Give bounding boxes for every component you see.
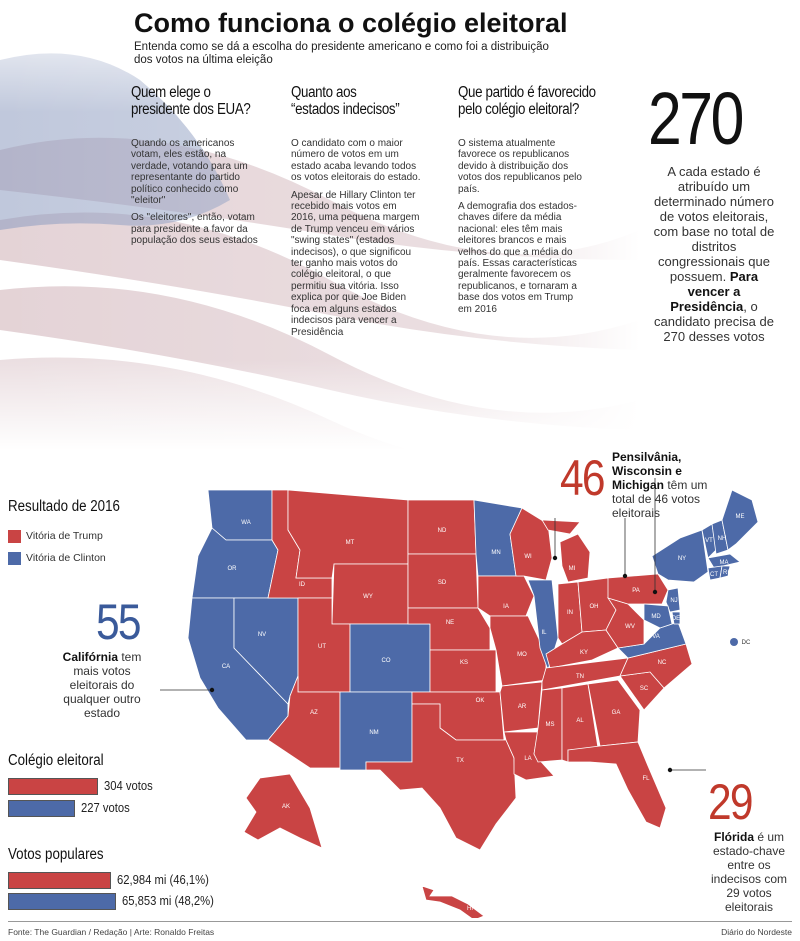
page-title: Como funciona o colégio eleitoral (134, 8, 568, 38)
electoral-title: Colégio eleitoral (8, 752, 104, 769)
footer-outlet: Diário do Nordeste (721, 927, 792, 937)
state-label-ak: AK (281, 804, 291, 810)
state-label-in: IN (567, 610, 573, 616)
state-label-nh: NH (717, 536, 727, 542)
popular-label-clinton: 65,853 mi (48,2%) (122, 894, 214, 908)
state-label-tx: TX (456, 758, 464, 764)
state-label-oh: OH (589, 604, 599, 610)
state-label-ne: NE (445, 620, 455, 626)
state-label-ny: NY (677, 556, 687, 562)
state-label-id: ID (299, 582, 305, 588)
state-label-sc: SC (639, 686, 649, 692)
state-fl (568, 742, 666, 828)
state-label-de: DE (671, 616, 681, 622)
state-label-vt: VT (705, 538, 713, 544)
state-label-me: ME (735, 514, 745, 520)
state-dc-marker (730, 638, 738, 646)
pennsylvania-marker (653, 590, 657, 594)
footer-credits: Fonte: The Guardian / Redação | Arte: Ronaldo Freitas (8, 927, 215, 937)
popular-title: Votos populares (8, 846, 104, 863)
state-label-nc: NC (657, 660, 667, 666)
page-subtitle: Entenda como se dá a escolha do presidente americano e como foi a distribuição dos votos na última eleição (134, 41, 549, 66)
state-nd (408, 500, 476, 554)
column-body: Quando os americanos votam, eles estão, na verdade, votando para um representante do partido político conhecido como "eleitor" Os "eleitores", então, votam para presidente a favor da população dos seus estados (131, 138, 258, 247)
state-label-ga: GA (611, 710, 621, 716)
michigan-marker (623, 574, 627, 578)
threshold-number: 270 (648, 77, 742, 160)
state-label-sd: SD (437, 580, 447, 586)
state-label-pa: PA (632, 588, 640, 594)
florida-number: 29 (708, 774, 752, 830)
state-label-ut: UT (318, 644, 326, 650)
midwest-number: 46 (560, 450, 604, 506)
state-label-co: CO (381, 658, 391, 664)
column-body: O sistema atualmente favorece os republicanos devido à distribuição dos votos dos republicanos pelo país. A demografia dos estados-chaves difere da média nacional: eles têm mais eleitores brancos e mais velhos do que a média do país. Essas características geralmente favorecem os republicanos, e tornaram a base dos votos em Trump em 2016 (458, 138, 582, 315)
column-swing-states (291, 84, 481, 344)
threshold-text: A cada estado é atribuído um determinado número de votos eleitorais, com base no total de distritos congressionais que possuem. Para vencer a Presidência, o candidato precisa de 270 desses votos (653, 164, 775, 344)
state-label-ma: MA (719, 560, 729, 566)
popular-bar-clinton (8, 893, 116, 910)
state-hi (422, 886, 484, 918)
legend-label-trump: Vitória de Trump (26, 530, 103, 542)
state-label-nm: NM (369, 730, 379, 736)
state-label-mo: MO (517, 652, 527, 658)
state-ks (430, 650, 496, 692)
california-number: 55 (96, 594, 140, 650)
state-label-la: LA (524, 756, 532, 762)
state-label-nj: NJ (670, 598, 678, 604)
california-marker (210, 688, 214, 692)
florida-note: Flórida é um estado-chave entre os indecisos com 29 votos eleitorais (710, 830, 788, 914)
state-ia (478, 576, 534, 616)
state-label-dc: DC (741, 640, 751, 646)
state-ak (244, 774, 322, 848)
state-label-ri: RI (723, 570, 729, 576)
column-heading: Quem elege o presidente dos EUA? (131, 84, 251, 118)
state-label-fl: FL (642, 776, 650, 782)
state-label-ar: AR (517, 704, 527, 710)
state-label-hi: HI (467, 906, 473, 912)
state-label-al: AL (576, 718, 584, 724)
column-heading: Quanto aos “estados indecisos” (291, 84, 400, 118)
state-label-wi: WI (524, 554, 532, 560)
state-label-ct: CT (710, 572, 718, 578)
state-label-ks: KS (459, 660, 469, 666)
electoral-label-clinton: 227 votos (81, 801, 130, 815)
state-me (722, 490, 758, 550)
legend-swatch-clinton (8, 552, 21, 565)
state-label-az: AZ (310, 710, 318, 716)
midwest-note: Pensilvânia, Wisconsin e Michigan têm um total de 46 votos eleitorais (612, 450, 708, 520)
popular-bar-trump (8, 872, 111, 889)
state-label-wa: WA (241, 520, 251, 526)
state-label-mt: MT (345, 540, 355, 546)
electoral-bar-trump (8, 778, 98, 795)
state-label-ca: CA (221, 664, 231, 670)
state-label-or: OR (227, 566, 237, 572)
state-label-nv: NV (257, 632, 267, 638)
state-label-md: MD (651, 614, 661, 620)
footer-divider (8, 921, 792, 922)
column-body: O candidato com o maior número de votos em um estado acaba levando todos os votos eleitorais do estado. Apesar de Hillary Clinton ter recebido mais votos em 2016, uma pequena margem de Trump venceu em vários "swing states" (estados indecisos), o que significou ter ganho mais votos do colégio eleitoral, o que permitiu sua vitória. Isso explica por que Joe Biden foca em alguns estados indecisos para vencer a Presidência (291, 138, 421, 338)
legend-title: Resultado de 2016 (8, 498, 120, 515)
state-label-va: VA (652, 634, 660, 640)
us-electoral-map (150, 478, 770, 918)
state-label-wv: WV (625, 624, 635, 630)
state-label-tn: TN (576, 674, 584, 680)
state-label-ky: KY (579, 650, 589, 656)
state-label-ok: OK (475, 698, 485, 704)
california-note: Califórnia tem mais votos eleitorais do qualquer outro estado (62, 650, 142, 720)
state-label-ms: MS (545, 722, 555, 728)
popular-label-trump: 62,984 mi (46,1%) (117, 873, 210, 887)
florida-marker (668, 768, 672, 772)
column-favored-party (458, 84, 648, 321)
state-label-mi: MI (568, 566, 576, 572)
state-label-ia: IA (503, 604, 509, 610)
legend-label-clinton: Vitória de Clinton (26, 552, 106, 564)
electoral-label-trump: 304 votos (104, 779, 153, 793)
state-label-wy: WY (363, 594, 373, 600)
legend-swatch-trump (8, 530, 21, 543)
column-heading: Que partido é favorecido pelo colégio eleitoral? (458, 84, 596, 118)
wisconsin-marker (553, 556, 557, 560)
state-label-mn: MN (491, 550, 501, 556)
electoral-bar-clinton (8, 800, 75, 817)
state-label-nd: ND (437, 528, 447, 534)
state-label-il: IL (541, 630, 547, 636)
